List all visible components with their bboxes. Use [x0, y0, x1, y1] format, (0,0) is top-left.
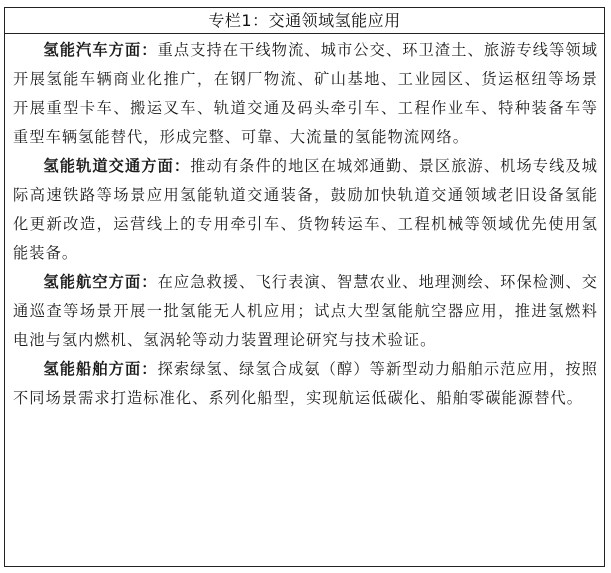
paragraph-lead: 氢能船舶方面：: [43, 360, 158, 378]
paragraph-lead: 氢能汽车方面：: [43, 41, 158, 59]
sidebar-box: [4, 7, 605, 567]
paragraph-text: 探索绿氢、绿氢合成氨（醇）等新型动力船舶示范应用，按照不同场景需求打造标准化、系列化船型，实现航运低碳化、船舶零碳能源替代。: [13, 360, 599, 407]
paragraph-hydrogen-ships: [13, 355, 598, 413]
paragraph-hydrogen-rail: [13, 152, 598, 268]
paragraph-text: 重点支持在干线物流、城市公交、环卫渣土、旅游专线等领域开展氢能车辆商业化推广，在钢厂物流、矿山基地、工业园区、货运枢纽等场景开展重型卡车、搬运叉车、轨道交通及码头牵引车、工程作业车、特种装备车等重型车辆氢能替代，形成完整、可靠、大流量的氢能物流网络。: [13, 41, 599, 146]
box-content: [5, 34, 604, 413]
paragraph-hydrogen-vehicles: [13, 36, 598, 152]
paragraph-text: 推动有条件的地区在城郊通勤、景区旅游、机场专线及城际高速铁路等场景应用氢能轨道交通装备，鼓励加快轨道交通领域老旧设备氢能化更新改造，运营线上的专用牵引车、货物转运车、工程机械等领域优先使用氢能装备。: [13, 157, 599, 262]
paragraph-hydrogen-aviation: [13, 268, 598, 355]
paragraph-lead: 氢能航空方面：: [43, 273, 158, 291]
paragraph-text: 在应急救援、飞行表演、智慧农业、地理测绘、环保检测、交通巡查等场景开展一批氢能无人机应用；试点大型氢能航空器应用，推进氢燃料电池与氢内燃机、氢涡轮等动力装置理论研究与技术验证。: [13, 273, 599, 349]
box-title: 专栏1：交通领域氢能应用: [5, 8, 604, 34]
paragraph-lead: 氢能轨道交通方面：: [43, 157, 191, 175]
